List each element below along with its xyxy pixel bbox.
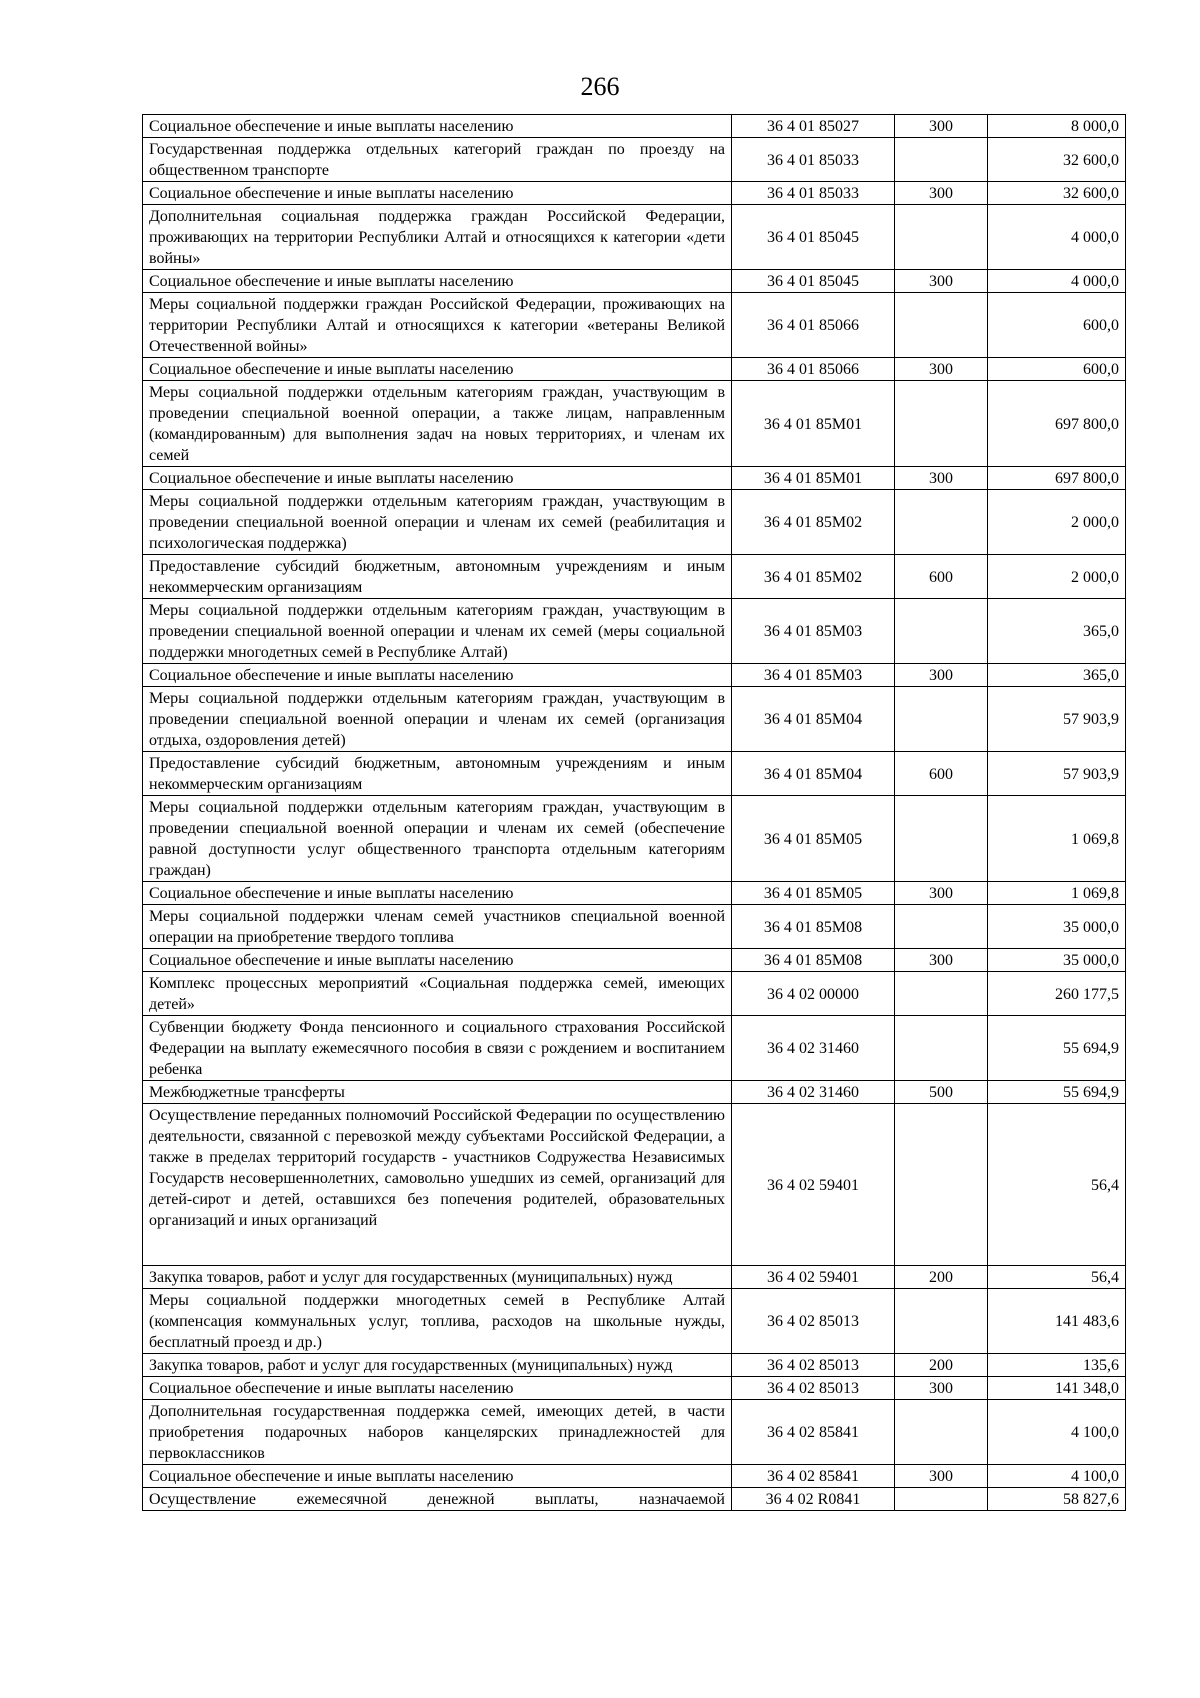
row-amount-cell: 365,0 bbox=[988, 664, 1126, 687]
table-row bbox=[143, 1289, 1126, 1354]
row-amount-cell: 260 177,5 bbox=[988, 972, 1126, 1016]
row-expense-type-cell bbox=[895, 1104, 988, 1266]
table-row bbox=[143, 905, 1126, 949]
row-name-cell: Меры социальной поддержки отдельным категориям граждан, участвующим в проведении специальной военной операции и членам их семей (реабилитация и психологическая поддержка) bbox=[143, 490, 732, 555]
budget-table-body bbox=[143, 115, 1126, 1511]
row-code-cell: 36 4 01 85045 bbox=[732, 205, 895, 270]
row-name-cell: Закупка товаров, работ и услуг для государственных (муниципальных) нужд bbox=[143, 1266, 732, 1289]
row-code-cell: 36 4 02 R0841 bbox=[732, 1488, 895, 1511]
row-name-cell: Дополнительная социальная поддержка граждан Российской Федерации, проживающих на территории Республики Алтай и относящихся к категории «дети войны» bbox=[143, 205, 732, 270]
budget-table bbox=[142, 114, 1126, 1511]
row-name-cell: Социальное обеспечение и иные выплаты населению bbox=[143, 1377, 732, 1400]
row-code-cell: 36 4 02 00000 bbox=[732, 972, 895, 1016]
row-code-cell: 36 4 01 85М08 bbox=[732, 905, 895, 949]
row-expense-type-cell bbox=[895, 1400, 988, 1465]
row-expense-type-cell: 300 bbox=[895, 949, 988, 972]
table-row bbox=[143, 752, 1126, 796]
table-row bbox=[143, 138, 1126, 182]
row-name-cell: Социальное обеспечение и иные выплаты населению bbox=[143, 182, 732, 205]
row-expense-type-cell bbox=[895, 138, 988, 182]
table-row bbox=[143, 555, 1126, 599]
row-code-cell: 36 4 01 85033 bbox=[732, 182, 895, 205]
row-name-cell: Осуществление переданных полномочий Российской Федерации по осуществлению деятельности, связанной с перевозкой между субъектами Российской Федерации, а также в пределах территорий государств - участников Содружества Независимых Государств несовершеннолетних, самовольно ушедших из семей, организаций для детей-сирот и детей, оставшихся без попечения родителей, образовательных организаций и иных организаций bbox=[143, 1104, 732, 1266]
row-code-cell: 36 4 01 85045 bbox=[732, 270, 895, 293]
row-amount-cell: 56,4 bbox=[988, 1104, 1126, 1266]
row-name-cell: Субвенции бюджету Фонда пенсионного и социального страхования Российской Федерации на выплату ежемесячного пособия в связи с рождением и воспитанием ребенка bbox=[143, 1016, 732, 1081]
page-number: 266 bbox=[580, 72, 620, 101]
table-row bbox=[143, 1377, 1126, 1400]
row-amount-cell: 365,0 bbox=[988, 599, 1126, 664]
row-expense-type-cell bbox=[895, 1016, 988, 1081]
table-row bbox=[143, 1400, 1126, 1465]
row-expense-type-cell: 200 bbox=[895, 1354, 988, 1377]
row-name-cell: Меры социальной поддержки граждан Российской Федерации, проживающих на территории Республики Алтай и относящихся к категории «ветераны Великой Отечественной войны» bbox=[143, 293, 732, 358]
row-amount-cell: 58 827,6 bbox=[988, 1488, 1126, 1511]
row-amount-cell: 1 069,8 bbox=[988, 882, 1126, 905]
row-name-cell: Социальное обеспечение и иные выплаты населению bbox=[143, 270, 732, 293]
row-code-cell: 36 4 02 85013 bbox=[732, 1377, 895, 1400]
row-amount-cell: 2 000,0 bbox=[988, 490, 1126, 555]
row-amount-cell: 56,4 bbox=[988, 1266, 1126, 1289]
row-name-cell: Социальное обеспечение и иные выплаты населению bbox=[143, 467, 732, 490]
row-code-cell: 36 4 02 85013 bbox=[732, 1354, 895, 1377]
row-code-cell: 36 4 01 85М01 bbox=[732, 467, 895, 490]
row-amount-cell: 600,0 bbox=[988, 358, 1126, 381]
row-amount-cell: 57 903,9 bbox=[988, 687, 1126, 752]
row-expense-type-cell bbox=[895, 381, 988, 467]
table-row bbox=[143, 687, 1126, 752]
row-name-cell: Меры социальной поддержки отдельным категориям граждан, участвующим в проведении специальной военной операции, а также лицам, направленным (командированным) для выполнения задач на новых территориях, и членам их семей bbox=[143, 381, 732, 467]
row-amount-cell: 4 100,0 bbox=[988, 1400, 1126, 1465]
row-name-cell: Межбюджетные трансферты bbox=[143, 1081, 732, 1104]
table-row bbox=[143, 1354, 1126, 1377]
table-row bbox=[143, 599, 1126, 664]
row-amount-cell: 55 694,9 bbox=[988, 1081, 1126, 1104]
row-amount-cell: 35 000,0 bbox=[988, 905, 1126, 949]
row-amount-cell: 2 000,0 bbox=[988, 555, 1126, 599]
row-code-cell: 36 4 01 85033 bbox=[732, 138, 895, 182]
row-name-cell: Социальное обеспечение и иные выплаты населению bbox=[143, 1465, 732, 1488]
row-name-cell: Социальное обеспечение и иные выплаты населению bbox=[143, 949, 732, 972]
table-row bbox=[143, 270, 1126, 293]
table-row bbox=[143, 882, 1126, 905]
table-row bbox=[143, 358, 1126, 381]
row-name-cell: Предоставление субсидий бюджетным, автономным учреждениям и иным некоммерческим организациям bbox=[143, 555, 732, 599]
row-amount-cell: 1 069,8 bbox=[988, 796, 1126, 882]
row-code-cell: 36 4 02 85013 bbox=[732, 1289, 895, 1354]
row-code-cell: 36 4 01 85М03 bbox=[732, 599, 895, 664]
row-name-cell: Меры социальной поддержки отдельным категориям граждан, участвующим в проведении специальной военной операции и членам их семей (обеспечение равной доступности услуг общественного транспорта отдельным категориям граждан) bbox=[143, 796, 732, 882]
row-amount-cell: 600,0 bbox=[988, 293, 1126, 358]
table-row bbox=[143, 115, 1126, 138]
row-name-cell: Социальное обеспечение и иные выплаты населению bbox=[143, 664, 732, 687]
row-name-cell: Меры социальной поддержки многодетных семей в Республике Алтай (компенсация коммунальных услуг, топлива, расходов на школьные нужды, бесплатный проезд и др.) bbox=[143, 1289, 732, 1354]
row-expense-type-cell: 300 bbox=[895, 882, 988, 905]
row-expense-type-cell bbox=[895, 1289, 988, 1354]
row-expense-type-cell bbox=[895, 687, 988, 752]
row-amount-cell: 135,6 bbox=[988, 1354, 1126, 1377]
row-code-cell: 36 4 01 85М02 bbox=[732, 555, 895, 599]
row-expense-type-cell bbox=[895, 1488, 988, 1511]
row-code-cell: 36 4 02 85841 bbox=[732, 1400, 895, 1465]
row-name-cell: Меры социальной поддержки отдельным категориям граждан, участвующим в проведении специальной военной операции и членам их семей (меры социальной поддержки многодетных семей в Республике Алтай) bbox=[143, 599, 732, 664]
row-code-cell: 36 4 01 85М03 bbox=[732, 664, 895, 687]
row-amount-cell: 32 600,0 bbox=[988, 182, 1126, 205]
row-name-cell: Комплекс процессных мероприятий «Социальная поддержка семей, имеющих детей» bbox=[143, 972, 732, 1016]
row-name-cell: Меры социальной поддержки членам семей участников специальной военной операции на приобретение твердого топлива bbox=[143, 905, 732, 949]
row-expense-type-cell bbox=[895, 972, 988, 1016]
table-row bbox=[143, 1016, 1126, 1081]
row-code-cell: 36 4 02 59401 bbox=[732, 1266, 895, 1289]
row-name-cell: Социальное обеспечение и иные выплаты населению bbox=[143, 115, 732, 138]
table-row bbox=[143, 1465, 1126, 1488]
row-expense-type-cell: 600 bbox=[895, 752, 988, 796]
row-code-cell: 36 4 01 85М04 bbox=[732, 752, 895, 796]
row-code-cell: 36 4 01 85027 bbox=[732, 115, 895, 138]
row-code-cell: 36 4 02 85841 bbox=[732, 1465, 895, 1488]
row-expense-type-cell: 300 bbox=[895, 467, 988, 490]
row-amount-cell: 35 000,0 bbox=[988, 949, 1126, 972]
row-expense-type-cell: 600 bbox=[895, 555, 988, 599]
table-row bbox=[143, 293, 1126, 358]
row-code-cell: 36 4 02 31460 bbox=[732, 1016, 895, 1081]
row-code-cell: 36 4 01 85М05 bbox=[732, 882, 895, 905]
table-row bbox=[143, 205, 1126, 270]
table-row bbox=[143, 1081, 1126, 1104]
row-expense-type-cell bbox=[895, 490, 988, 555]
row-expense-type-cell: 500 bbox=[895, 1081, 988, 1104]
table-row bbox=[143, 664, 1126, 687]
table-row bbox=[143, 1104, 1126, 1266]
row-expense-type-cell bbox=[895, 599, 988, 664]
row-amount-cell: 141 348,0 bbox=[988, 1377, 1126, 1400]
row-amount-cell: 8 000,0 bbox=[988, 115, 1126, 138]
table-row bbox=[143, 381, 1126, 467]
row-name-cell: Меры социальной поддержки отдельным категориям граждан, участвующим в проведении специальной военной операции и членам их семей (организация отдыха, оздоровления детей) bbox=[143, 687, 732, 752]
table-row bbox=[143, 467, 1126, 490]
row-expense-type-cell: 300 bbox=[895, 1465, 988, 1488]
row-amount-cell: 697 800,0 bbox=[988, 381, 1126, 467]
table-row bbox=[143, 1488, 1126, 1511]
row-expense-type-cell bbox=[895, 905, 988, 949]
row-expense-type-cell: 300 bbox=[895, 115, 988, 138]
row-amount-cell: 4 000,0 bbox=[988, 270, 1126, 293]
row-name-cell: Государственная поддержка отдельных категорий граждан по проезду на общественном транспорте bbox=[143, 138, 732, 182]
row-amount-cell: 697 800,0 bbox=[988, 467, 1126, 490]
row-amount-cell: 141 483,6 bbox=[988, 1289, 1126, 1354]
row-expense-type-cell bbox=[895, 796, 988, 882]
row-name-cell: Закупка товаров, работ и услуг для государственных (муниципальных) нужд bbox=[143, 1354, 732, 1377]
row-amount-cell: 4 100,0 bbox=[988, 1465, 1126, 1488]
row-name-cell: Социальное обеспечение и иные выплаты населению bbox=[143, 358, 732, 381]
table-row bbox=[143, 182, 1126, 205]
table-row bbox=[143, 1266, 1126, 1289]
row-code-cell: 36 4 02 59401 bbox=[732, 1104, 895, 1266]
row-expense-type-cell bbox=[895, 293, 988, 358]
table-row bbox=[143, 796, 1126, 882]
row-code-cell: 36 4 01 85М04 bbox=[732, 687, 895, 752]
row-code-cell: 36 4 02 31460 bbox=[732, 1081, 895, 1104]
row-expense-type-cell: 300 bbox=[895, 182, 988, 205]
row-expense-type-cell: 300 bbox=[895, 270, 988, 293]
row-amount-cell: 57 903,9 bbox=[988, 752, 1126, 796]
table-row bbox=[143, 490, 1126, 555]
row-expense-type-cell bbox=[895, 205, 988, 270]
table-row bbox=[143, 949, 1126, 972]
row-name-cell: Предоставление субсидий бюджетным, автономным учреждениям и иным некоммерческим организациям bbox=[143, 752, 732, 796]
row-expense-type-cell: 300 bbox=[895, 664, 988, 687]
row-amount-cell: 32 600,0 bbox=[988, 138, 1126, 182]
row-expense-type-cell: 300 bbox=[895, 1377, 988, 1400]
row-amount-cell: 4 000,0 bbox=[988, 205, 1126, 270]
row-code-cell: 36 4 01 85М02 bbox=[732, 490, 895, 555]
row-name-cell: Социальное обеспечение и иные выплаты населению bbox=[143, 882, 732, 905]
row-name-cell: Осуществление ежемесячной денежной выплаты, назначаемой bbox=[143, 1488, 732, 1511]
row-code-cell: 36 4 01 85066 bbox=[732, 293, 895, 358]
row-code-cell: 36 4 01 85М05 bbox=[732, 796, 895, 882]
row-code-cell: 36 4 01 85М08 bbox=[732, 949, 895, 972]
row-code-cell: 36 4 01 85М01 bbox=[732, 381, 895, 467]
row-name-cell: Дополнительная государственная поддержка семей, имеющих детей, в части приобретения подарочных наборов канцелярских принадлежностей для первоклассников bbox=[143, 1400, 732, 1465]
row-expense-type-cell: 300 bbox=[895, 358, 988, 381]
row-expense-type-cell: 200 bbox=[895, 1266, 988, 1289]
table-row bbox=[143, 972, 1126, 1016]
row-code-cell: 36 4 01 85066 bbox=[732, 358, 895, 381]
row-amount-cell: 55 694,9 bbox=[988, 1016, 1126, 1081]
